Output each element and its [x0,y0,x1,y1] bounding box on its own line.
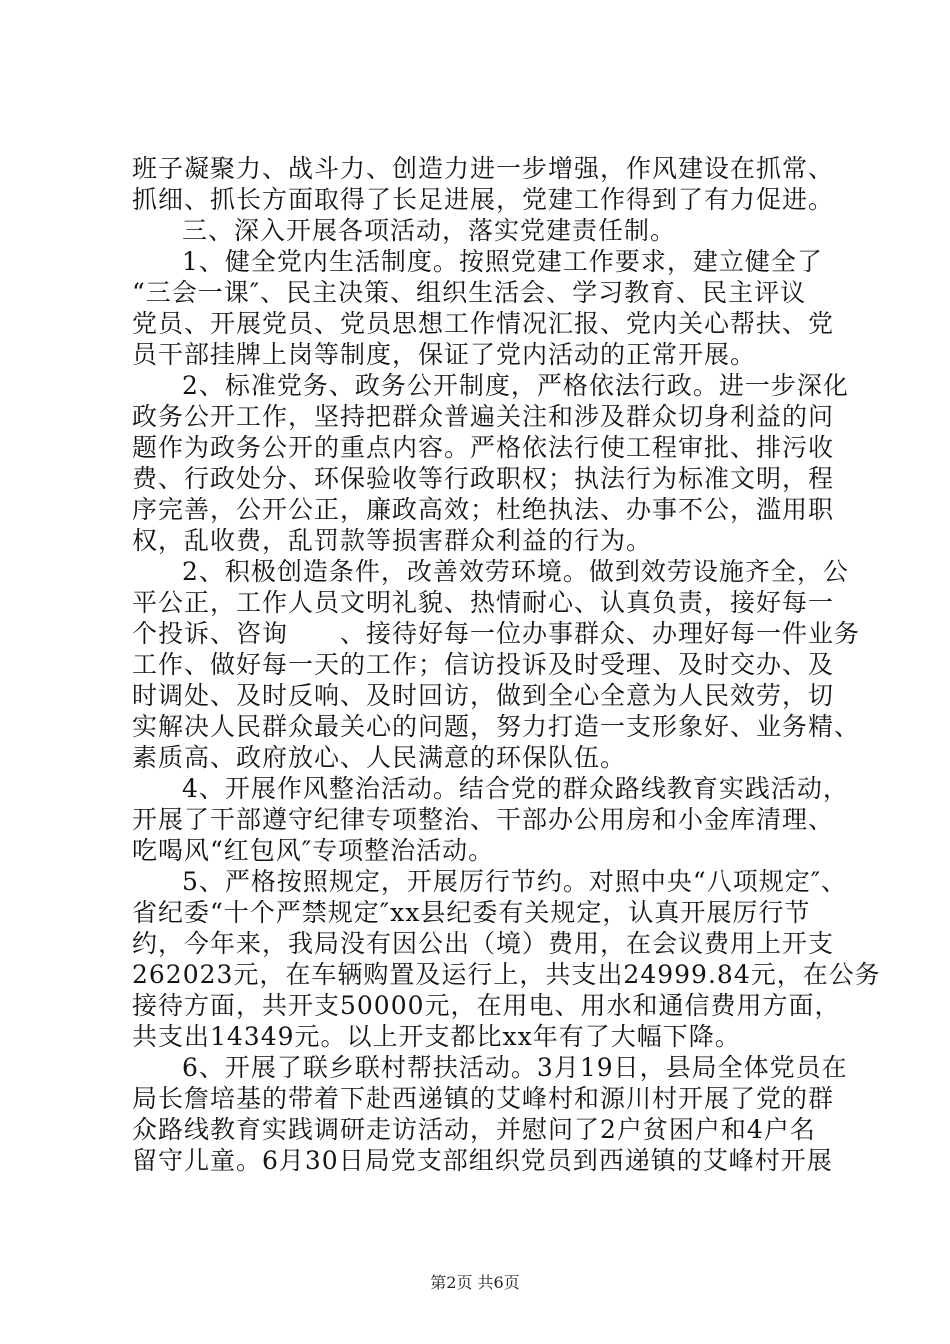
text-line: 权，乱收费，乱罚款等损害群众利益的行为。 [132,526,653,555]
text-line: 抓细、抓长方面取得了长足进展，党建工作得到了有力促进。 [132,185,835,214]
text-line: 262023元，在车辆购置及运行上，共支出24999.84元，在公务 [132,960,881,989]
text-line: 5、严格按照规定，开展厉行节约。对照中央“八项规定″、 [182,867,848,896]
text-line: 党员、开展党员、党员思想工作情况汇报、党内关心帮扶、党 [132,309,835,338]
text-line: 1、健全党内生活制度。按照党建工作要求，建立健全了 [182,247,823,276]
text-line: 员干部挂牌上岗等制度，保证了党内活动的正常开展。 [132,340,757,369]
text-line: 费、行政处分、环保验收等行政职权；执法行为标准文明，程 [132,464,835,493]
text-line: 4、开展作风整治活动。结合党的群众路线教育实践活动， [182,774,849,803]
text-line: 2、积极创造条件，改善效劳环境。做到效劳设施齐全，公 [182,557,849,586]
text-line: 个投诉、咨询 、接待好每一位办事群众、办理好每一件业务 [132,619,861,648]
text-line: 平公正，工作人员文明礼貌、热情耐心、认真负责，接好每一 [132,588,835,617]
text-line: 班子凝聚力、战斗力、创造力进一步增强，作风建设在抓常、 [132,154,835,183]
text-line: 工作、做好每一天的工作；信访投诉及时受理、及时交办、及 [132,650,835,679]
text-line: 6、开展了联乡联村帮扶活动。3月19日，县局全体党员在 [182,1053,848,1082]
text-line: 序完善，公开公正，廉政高效；杜绝执法、办事不公，滥用职 [132,495,835,524]
text-line: 素质高、政府放心、人民满意的环保队伍。 [132,743,627,772]
section-heading: 三、深入开展各项活动，落实党建责任制。 [182,216,677,245]
text-line: “三会一课″、民主决策、组织生活会、学习教育、民主评议 [132,278,807,307]
text-line: 政务公开工作，坚持把群众普遍关注和涉及群众切身利益的问 [132,402,835,431]
text-line: 接待方面，共开支50000元，在用电、用水和通信费用方面， [132,991,841,1020]
text-line: 局长詹培基的带着下赴西递镇的艾峰村和源川村开展了党的群 [132,1084,835,1113]
text-line: 省纪委“十个严禁规定″xx县纪委有关规定，认真开展厉行节 [132,898,811,927]
text-line: 众路线教育实践调研走访活动，并慰问了2户贫困户和4户名 [132,1115,816,1144]
text-line: 题作为政务公开的重点内容。严格依法行使工程审批、排污收 [132,433,835,462]
text-line: 共支出14349元。以上开支都比xx年有了大幅下降。 [132,1022,741,1051]
text-line: 2、标准党务、政务公开制度，严格依法行政。进一步深化 [182,371,849,400]
text-line: 实解决人民群众最关心的问题，努力打造一支形象好、业务精、 [132,712,861,741]
page-number: 第2页 共6页 [430,1273,520,1292]
text-line: 留守儿童。6月30日局党支部组织党员到西递镇的艾峰村开展 [132,1146,833,1175]
text-line: 约，今年来，我局没有因公出（境）费用，在会议费用上开支 [132,929,835,958]
document-body [132,153,881,1176]
text-line: 时调处、及时反响、及时回访，做到全心全意为人民效劳，切 [132,681,835,710]
text-line: 开展了干部遵守纪律专项整治、干部办公用房和小金库清理、 [132,805,835,834]
text-line: 吃喝风“红包风″专项整治活动。 [132,836,495,865]
